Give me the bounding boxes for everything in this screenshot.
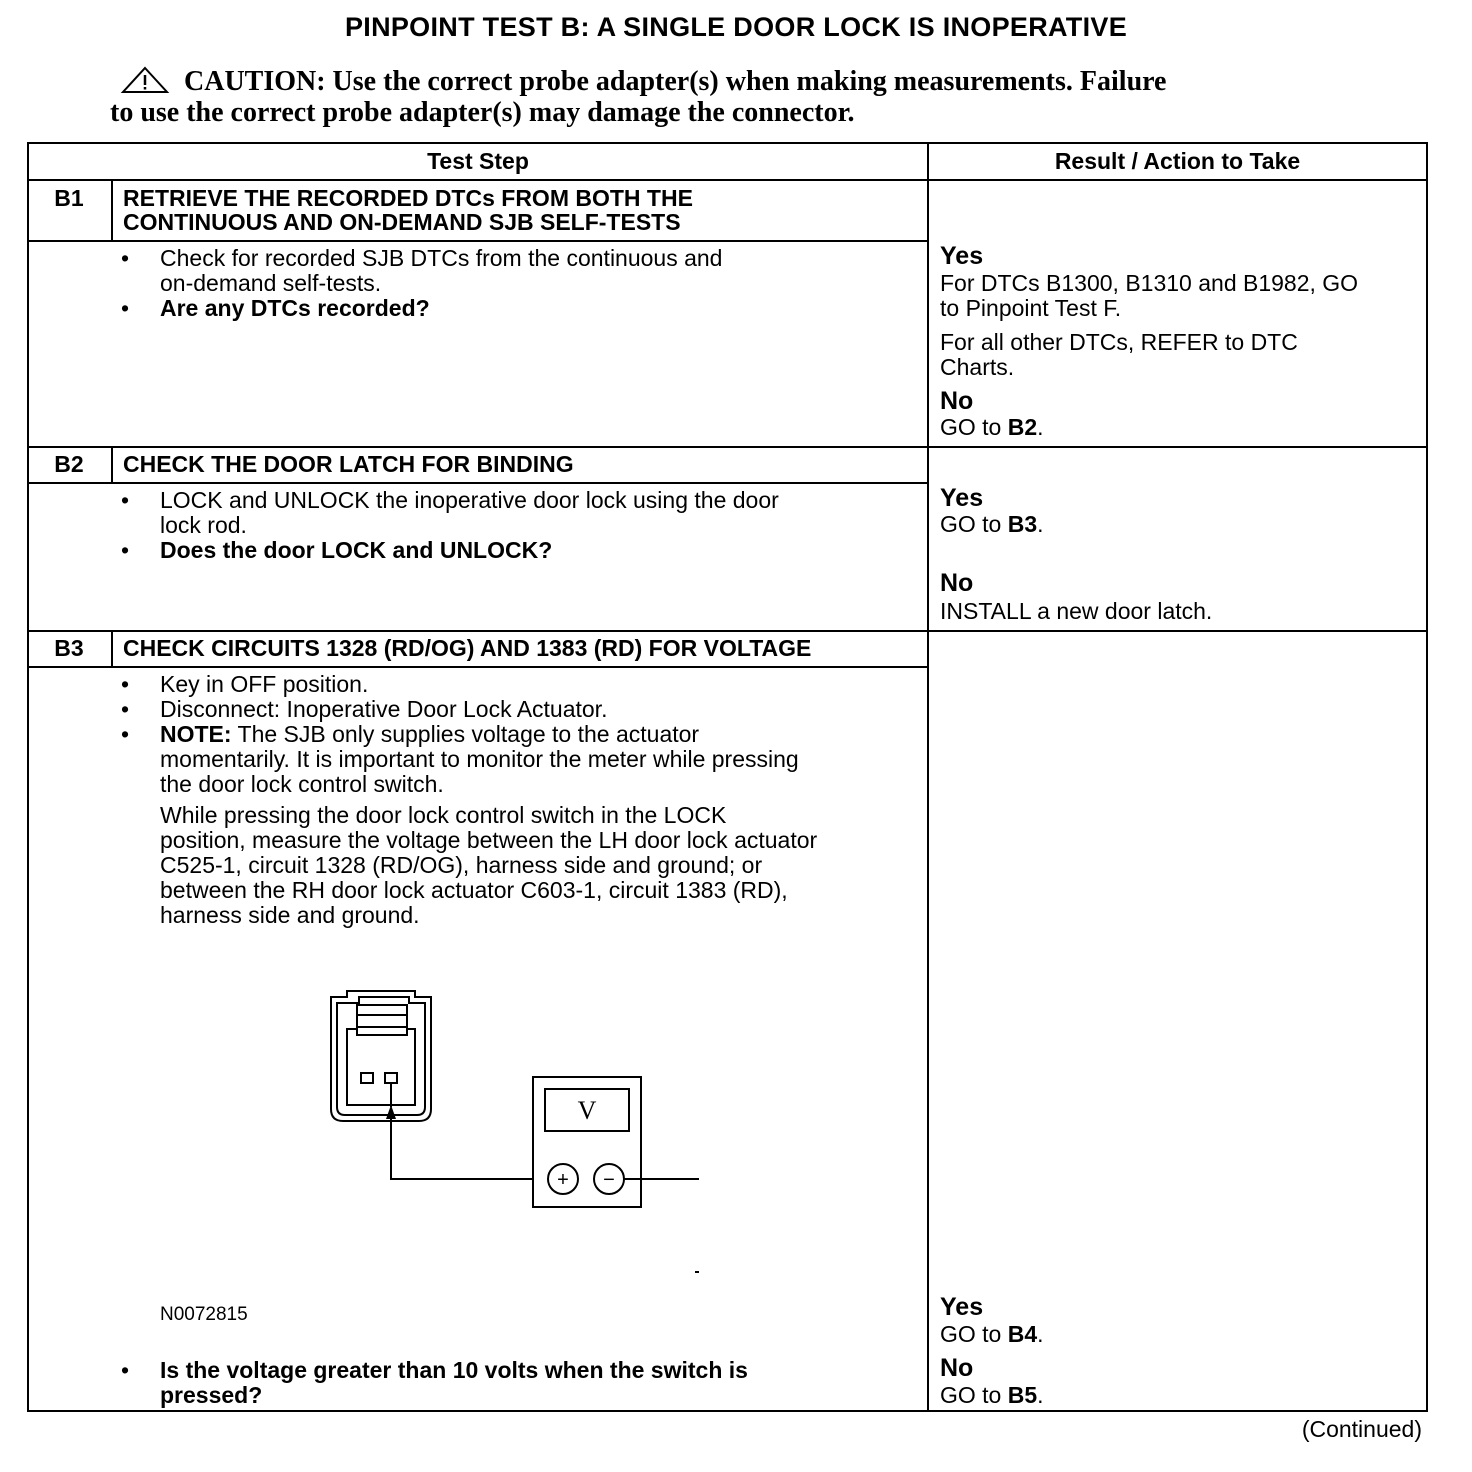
step-title-b1-line2: CONTINUOUS AND ON-DEMAND SJB SELF-TESTS [123, 209, 681, 235]
note-label: NOTE: [160, 721, 232, 747]
caution-note [110, 66, 1310, 128]
b3-note-line2: momentarily. It is important to monitor the meter while pressing [160, 746, 799, 772]
bullet-icon: • [121, 696, 130, 722]
b3-instruction-1: Key in OFF position. [160, 671, 369, 697]
b3-note: NOTE: The SJB only supplies voltage to the actuator [160, 721, 700, 747]
b1-no-target: B2 [1007, 414, 1038, 440]
b3-procedure-line3: C525-1, circuit 1328 (RD/OG), harness side and ground; or [160, 852, 763, 878]
b3-no-label: No [940, 1354, 974, 1382]
page-title: PINPOINT TEST B: A SINGLE DOOR LOCK IS INOPERATIVE [344, 12, 1128, 42]
voltmeter-diagram [319, 989, 699, 1294]
b1-instruction: Check for recorded SJB DTCs from the continuous and [160, 245, 723, 271]
b2-instruction-line2: lock rod. [160, 512, 247, 538]
probe-tip-icon [386, 1105, 396, 1119]
header-divider [29, 179, 1426, 181]
b3-no-action: GO to B5. [940, 1382, 1044, 1408]
b1-yes-text: For DTCs B1300, B1310 and B1982, GO [940, 270, 1359, 296]
b1-no-label: No [940, 387, 974, 415]
header-result: Result / Action to Take [1054, 148, 1301, 174]
b3-procedure-line2: position, measure the voltage between the LH door lock actuator [160, 827, 818, 853]
continued-label: (Continued) [1301, 1416, 1422, 1442]
step-title-b3: CHECK CIRCUITS 1328 (RD/OG) AND 1383 (RD) FOR VOLTAGE [123, 635, 812, 661]
b3-instruction-2: Disconnect: Inoperative Door Lock Actuator. [160, 696, 608, 722]
bullet-icon: • [121, 245, 130, 271]
b3-no-target: B5 [1007, 1382, 1038, 1408]
bullet-icon: • [121, 487, 130, 513]
step-id-b2: B2 [54, 451, 84, 477]
step-id-divider [111, 446, 113, 483]
row-divider [29, 482, 927, 484]
b2-question: Does the door LOCK and UNLOCK? [160, 537, 553, 563]
ground-symbol-icon [695, 1251, 699, 1284]
step-id-b3: B3 [54, 635, 84, 661]
row-divider [29, 630, 1426, 632]
row-divider [29, 240, 927, 242]
caution-line-2: to use the correct probe adapter(s) may damage the connector. [110, 97, 855, 128]
pinpoint-test-table [27, 142, 1428, 1412]
b1-no-action: GO to B2. [940, 414, 1044, 440]
b1-yes-text-2-line2: Charts. [940, 354, 1015, 380]
header-test-step: Test Step [427, 148, 529, 174]
column-divider [927, 144, 929, 1410]
b1-question: Are any DTCs recorded? [160, 295, 430, 321]
b1-yes-text-2: For all other DTCs, REFER to DTC [940, 329, 1298, 355]
b2-no-action: INSTALL a new door latch. [940, 598, 1213, 624]
step-title-b1: RETRIEVE THE RECORDED DTCs FROM BOTH THE [123, 185, 693, 211]
b3-yes-target: B4 [1007, 1321, 1038, 1347]
minus-label: − [603, 1169, 615, 1191]
b3-question: Is the voltage greater than 10 volts when the switch is [160, 1357, 748, 1383]
plus-label: + [557, 1169, 569, 1191]
step-id-divider [111, 180, 113, 240]
b3-yes-action: GO to B4. [940, 1321, 1044, 1347]
b2-yes-label: Yes [940, 484, 984, 512]
caution-line-1: CAUTION: Use the correct probe adapter(s) when making measurements. Failure [184, 66, 1167, 97]
bullet-icon: • [121, 1357, 130, 1383]
step-id-divider [111, 630, 113, 667]
row-divider [29, 666, 927, 668]
figure-id: N0072815 [160, 1304, 248, 1325]
positive-lead [391, 1117, 533, 1179]
meter-symbol: V [577, 1096, 597, 1125]
b2-no-label: No [940, 569, 974, 597]
bullet-icon: • [121, 295, 130, 321]
row-divider [29, 446, 1426, 448]
b3-question-line2: pressed? [160, 1382, 263, 1408]
b3-yes-label: Yes [940, 1293, 984, 1321]
b3-note-line3: the door lock control switch. [160, 771, 444, 797]
b1-yes-text-line2: to Pinpoint Test F. [940, 295, 1122, 321]
bullet-icon: • [121, 537, 130, 563]
bullet-icon: • [121, 721, 130, 747]
b2-yes-target: B3 [1007, 511, 1038, 537]
b2-yes-action: GO to B3. [940, 511, 1044, 537]
b3-procedure-line5: harness side and ground. [160, 902, 420, 928]
warning-triangle-icon [120, 66, 170, 96]
b1-yes-label: Yes [940, 242, 984, 270]
step-title-b2: CHECK THE DOOR LATCH FOR BINDING [123, 451, 574, 477]
b3-procedure-line4: between the RH door lock actuator C603-1, circuit 1383 (RD), [160, 877, 788, 903]
b3-procedure: While pressing the door lock control switch in the LOCK [160, 802, 727, 828]
b1-instruction-line2: on-demand self-tests. [160, 270, 382, 296]
bullet-icon: • [121, 671, 130, 697]
b2-instruction: LOCK and UNLOCK the inoperative door lock using the door [160, 487, 779, 513]
step-id-b1: B1 [54, 185, 84, 211]
